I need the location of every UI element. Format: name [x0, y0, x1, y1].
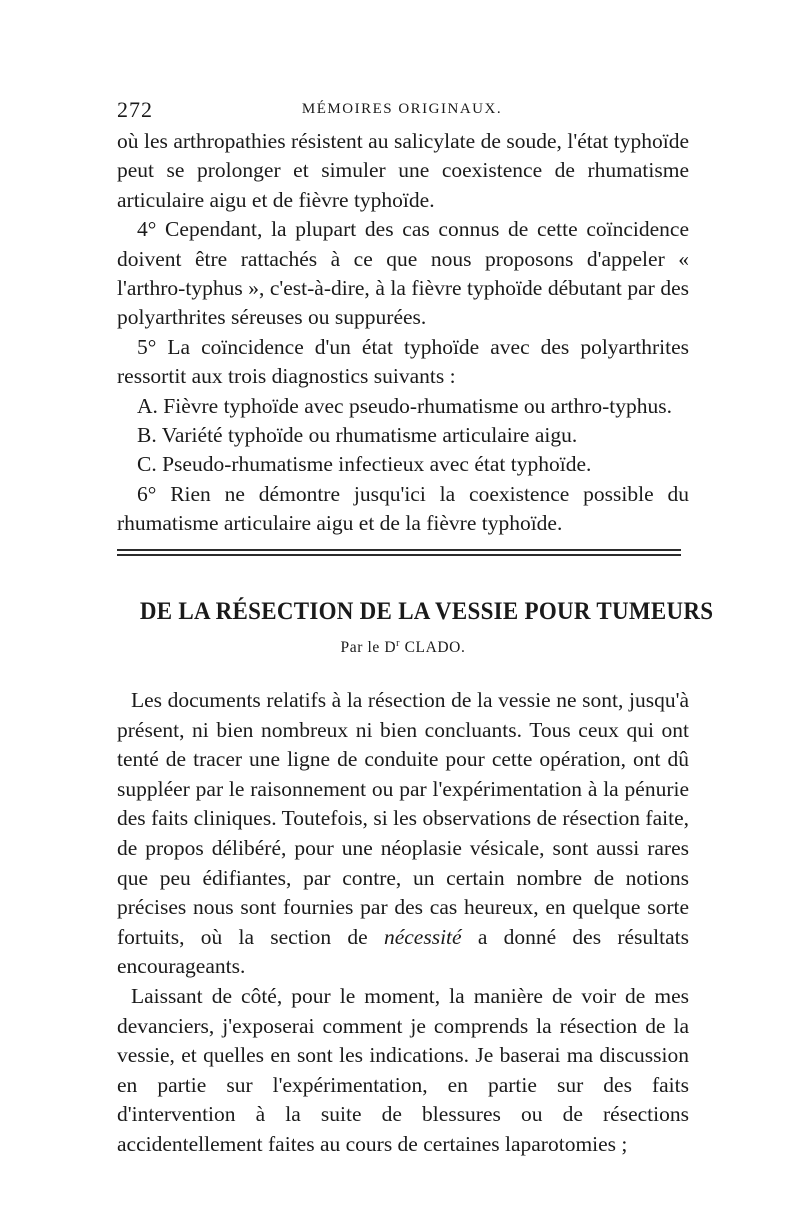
- running-head: [117, 97, 687, 127]
- conclusion-point-6: 6° Rien ne démontre jusqu'ici la coexistence possible du rhumatisme articulaire aigu et de la fièvre typhoïde.: [117, 481, 689, 536]
- conclusion-point-4-text: 4° Cependant, la plupart des cas connus de cette coïncidence doivent être rattachés à ce que nous proposons d'appeler « l'arthro-typhus », c'est-à-dire, à la fièvre typhoïde débutant par des polyarthrites séreuses ou suppurées.: [117, 217, 689, 330]
- conclusion-point-5: 5° La coïncidence d'un état typhoïde avec des polyarthrites ressortit aux trois diagnostics suivants :: [117, 334, 689, 389]
- divider-thick-line: [117, 554, 681, 556]
- byline-prefix: Par le D: [340, 639, 397, 657]
- article-body: [117, 686, 689, 1160]
- divider-thin-line: [117, 549, 681, 551]
- article-byline: [117, 638, 689, 657]
- para1-text-after: a donné des résultats encourageants.: [117, 924, 689, 979]
- conclusion-point-4: [117, 215, 689, 333]
- diagnosis-a: A. Fièvre typhoïde avec pseudo-rhumatisme ou arthro-typhus.: [137, 393, 672, 418]
- byline-author: CLADO.: [404, 639, 466, 657]
- byline-sup: r: [396, 638, 401, 649]
- body-paragraph-1: [117, 686, 689, 982]
- para1-emphasis: nécessité: [383, 924, 462, 949]
- section-divider-rule: [117, 549, 681, 558]
- previous-article-conclusion: [117, 127, 689, 539]
- para1-text-before: Les documents relatifs à la résection de la vessie ne sont, jusqu'à présent, ni bien nombreux ni bien concluants. Tous ceux qui ont tenté de tracer une ligne de conduite pour cette opération, ont dû suppléer par le raisonnement ou par l'expérimentation à la pénurie des faits cliniques. Toutefois, si les observations de résection faite, de propos délibéré, pour une néoplasie vésicale, sont aussi rares que peu édifiantes, par contre, un certain nombre de notions précises nous sont fournies par des cas heureux, en quelque sorte fortuits, où la section de: [117, 688, 689, 949]
- running-title: MÉMOIRES ORIGINAUX.: [301, 101, 503, 117]
- article-title: DE LA RÉSECTION DE LA VESSIE POUR TUMEURS: [139, 598, 714, 625]
- page-number: 272: [117, 97, 153, 122]
- diagnosis-c: C. Pseudo-rhumatisme infectieux avec état typhoïde.: [137, 452, 592, 477]
- diagnosis-b: B. Variété typhoïde ou rhumatisme articulaire aigu.: [137, 423, 578, 448]
- continuation-paragraph: où les arthropathies résistent au salicylate de soude, l'état typhoïde peut se prolonger et simuler une coexistence de rhumatisme articulaire aigu et de fièvre typhoïde.: [117, 129, 689, 212]
- body-paragraph-2: Laissant de côté, pour le moment, la manière de voir de mes devanciers, j'exposerai comment je comprends la résection de la vessie, et quelles en sont les indications. Je baserai ma discussion en partie sur l'expérimentation, en partie sur des faits d'intervention à la suite de blessures ou de résections accidentellement faites au cours de certaines laparotomies ;: [117, 983, 689, 1156]
